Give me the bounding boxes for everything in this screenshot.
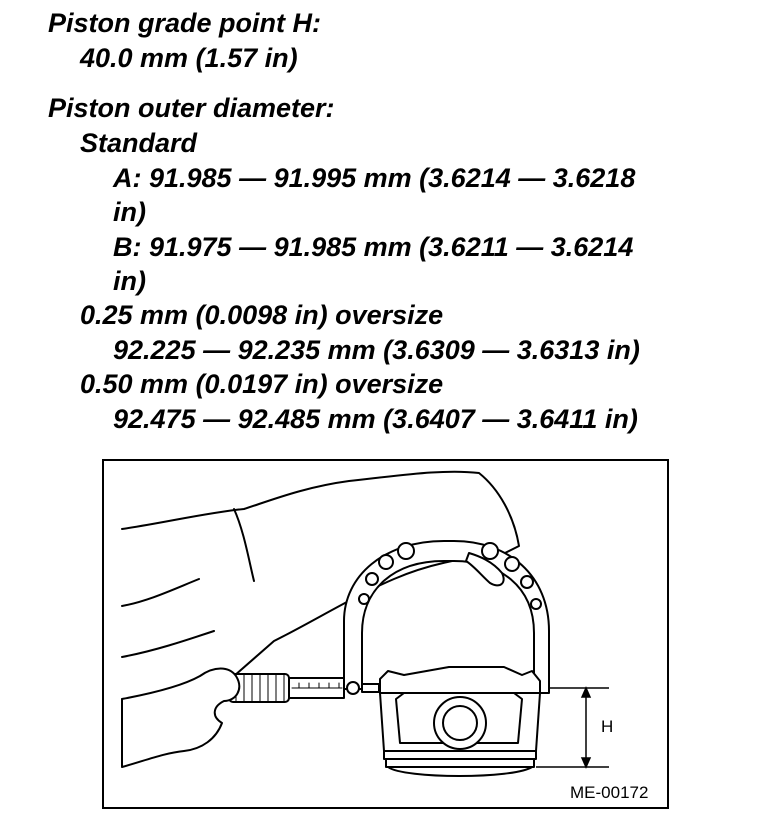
frame-hole xyxy=(482,543,498,559)
oversize-025-label: 0.25 mm (0.0098 in) oversize xyxy=(80,300,444,330)
frame-hole xyxy=(359,594,369,604)
frame-hole xyxy=(521,576,533,588)
oversize-050-range: 92.475 — 92.485 mm (3.6407 — 3.6411 in) xyxy=(113,404,638,434)
outer-diameter-heading: Piston outer diameter: xyxy=(48,93,335,123)
micrometer-illustration xyxy=(104,461,667,807)
standard-label: Standard xyxy=(80,128,198,158)
dimension-arrow-top xyxy=(582,688,590,697)
dimension-arrow-bottom xyxy=(582,758,590,767)
oversize-025-range: 92.225 — 92.235 mm (3.6309 — 3.6313 in) xyxy=(113,335,640,365)
piston-pin-boss-inner xyxy=(443,706,477,740)
spindle xyxy=(362,684,379,692)
piston-ring-1 xyxy=(384,751,536,759)
oversize-050-label: 0.50 mm (0.0197 in) oversize xyxy=(80,369,444,399)
grade-a-range-cont: in) xyxy=(113,197,146,227)
grade-b-range: B: 91.975 — 91.985 mm (3.6211 — 3.6214 xyxy=(113,232,634,262)
dimension-h-label: H xyxy=(601,717,614,736)
frame-hole xyxy=(366,573,378,585)
piston-crown xyxy=(380,667,540,693)
grade-a-range: A: 91.985 — 91.995 mm (3.6214 — 3.6218 xyxy=(113,163,636,193)
lock-nut xyxy=(347,682,359,694)
frame-hole xyxy=(379,555,393,569)
figure-id-label: ME-00172 xyxy=(570,783,649,802)
grade-b-range-cont: in) xyxy=(113,266,146,296)
piston-ring-2 xyxy=(386,759,534,767)
grade-point-value: 40.0 mm (1.57 in) xyxy=(80,43,298,73)
frame-hole xyxy=(531,599,541,609)
frame-hole xyxy=(398,543,414,559)
piston-ring-3 xyxy=(388,767,532,776)
frame-hole xyxy=(505,557,519,571)
grade-point-heading: Piston grade point H: xyxy=(48,8,321,38)
micrometer-figure xyxy=(102,459,669,809)
